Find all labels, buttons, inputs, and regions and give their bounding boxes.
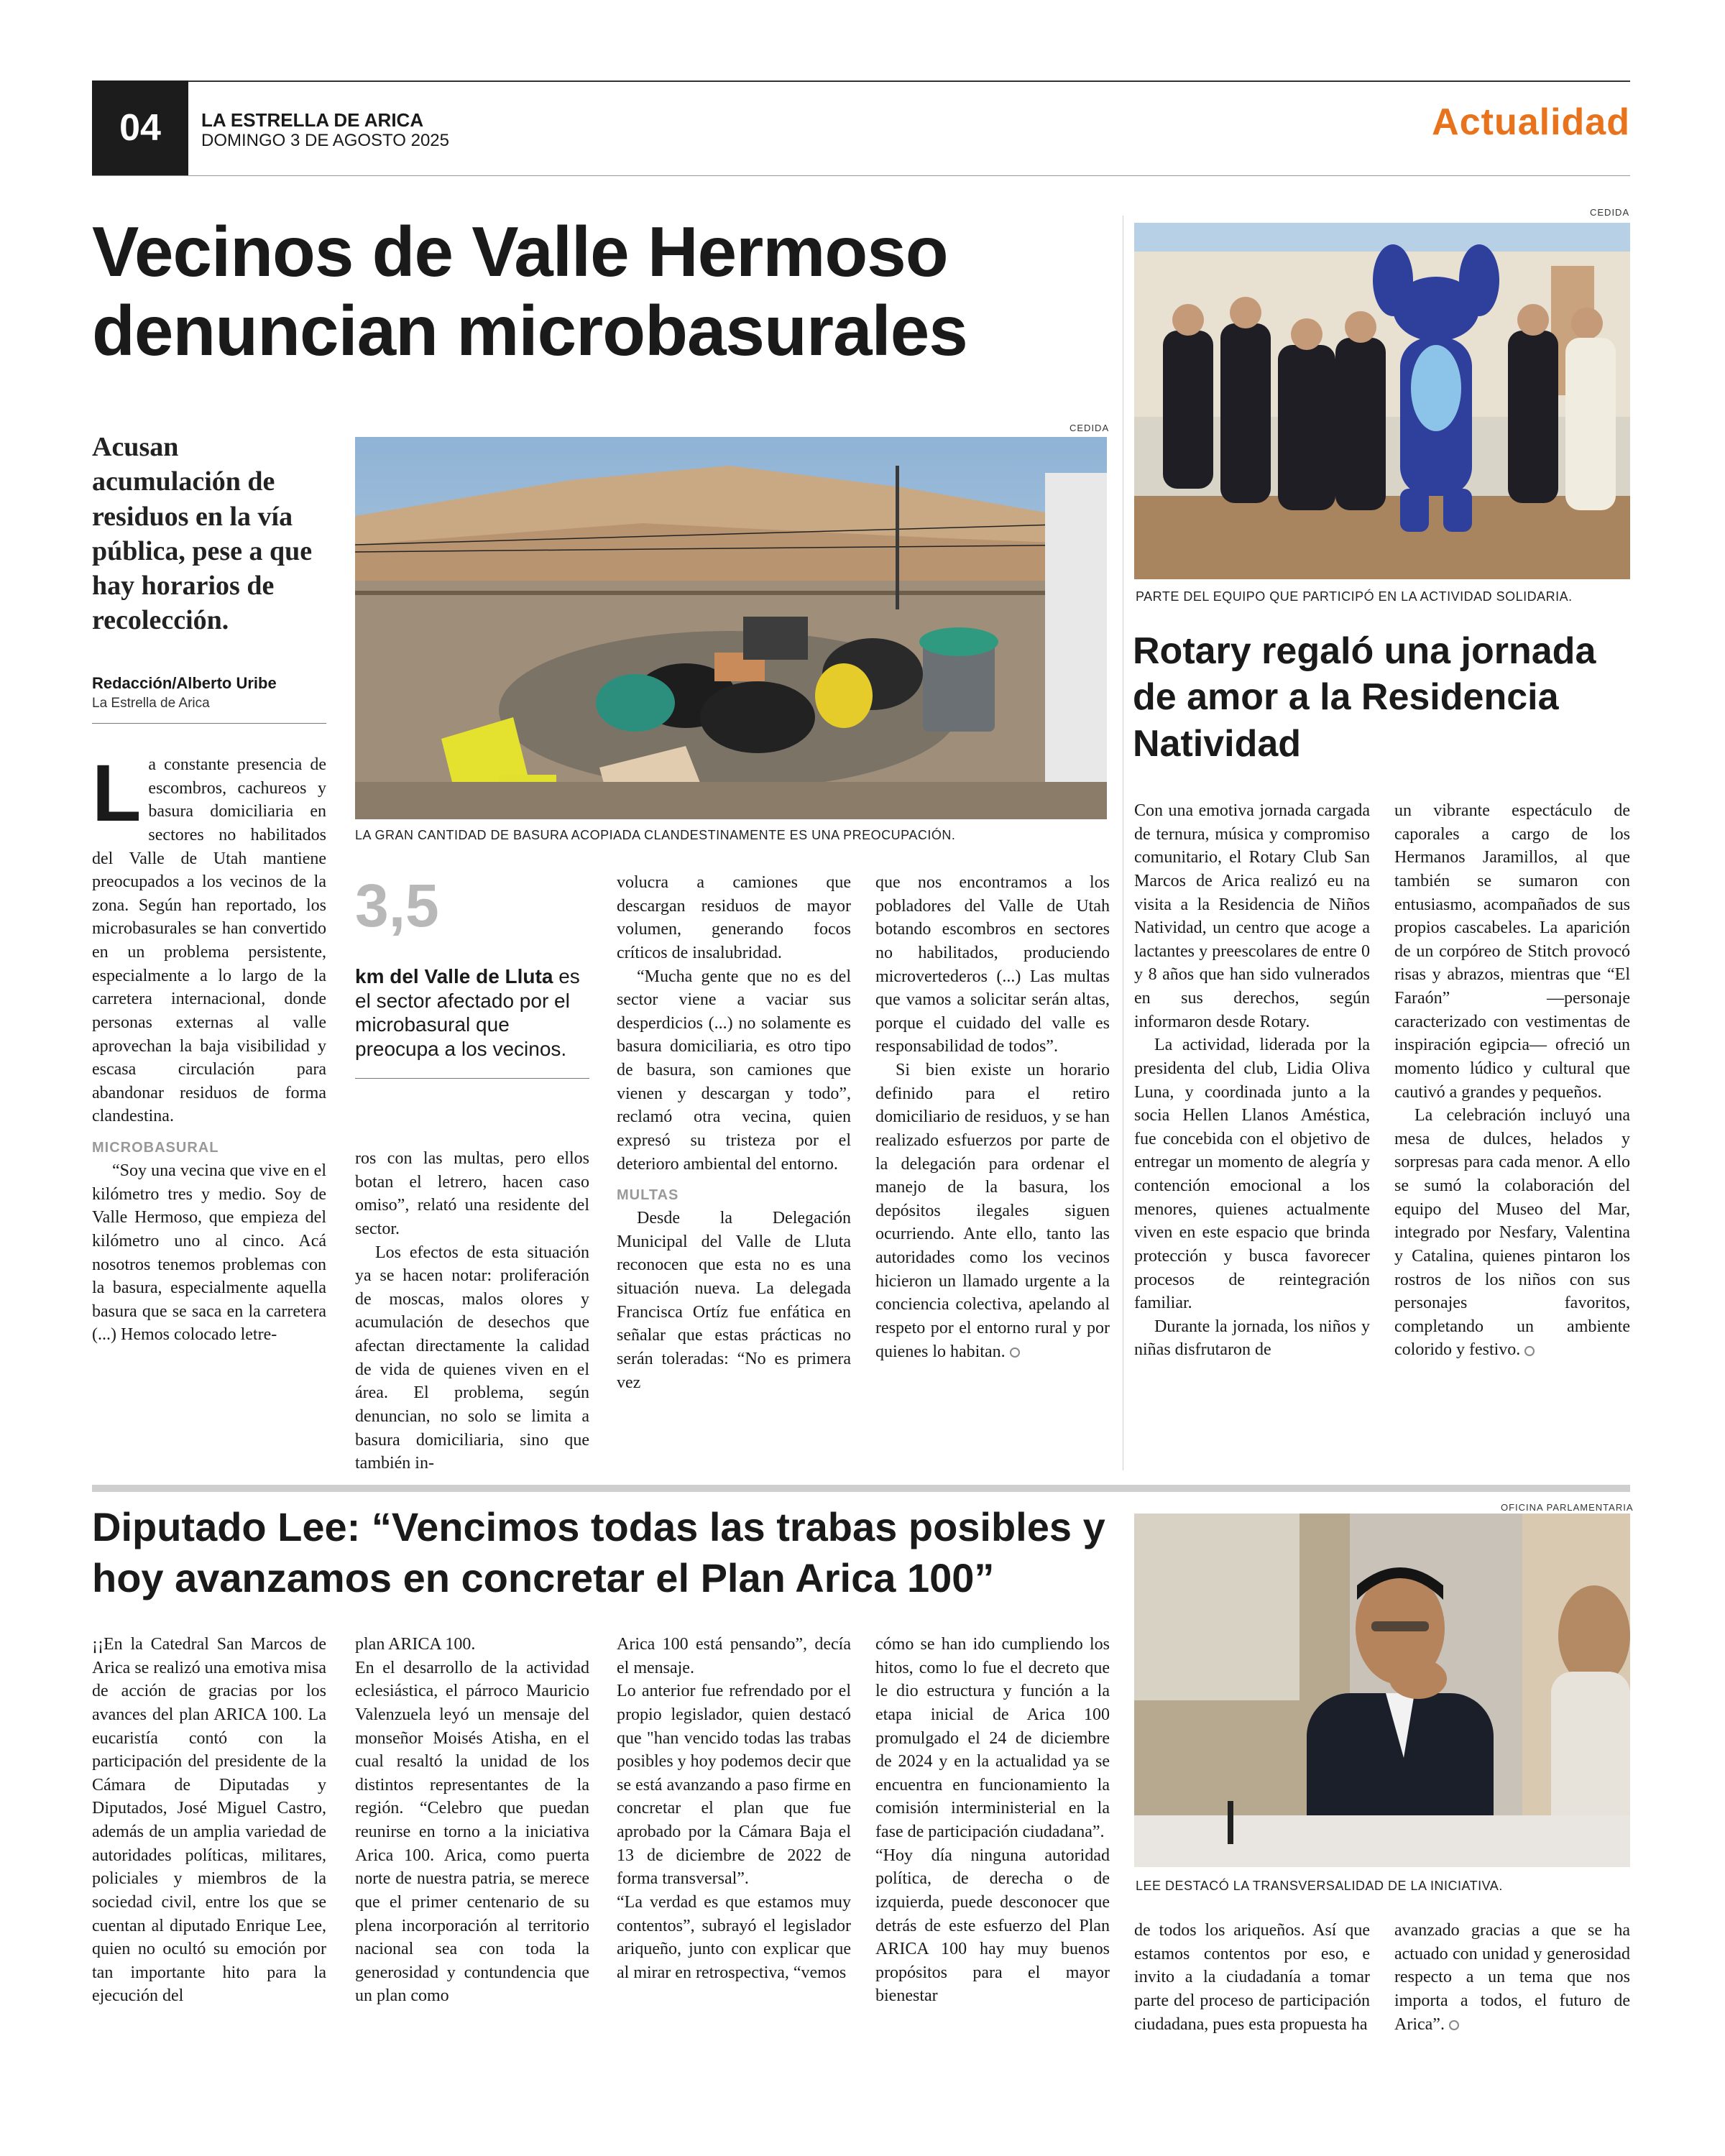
header-bottom-rule: [92, 175, 1630, 176]
lee-paragraph: plan ARICA 100.: [355, 1635, 476, 1654]
main-column-3: [617, 871, 851, 1472]
publication-name: LA ESTRELLA DE ARICA: [201, 109, 424, 131]
end-mark-icon: [1449, 2020, 1459, 2030]
lee-column-5: [1134, 1919, 1370, 2078]
lee-paragraph: “La verdad es que estamos muy contentos”, subrayó el legislador ariqueño, junto con explicar que al mirar en retrospectiva, “vemos: [617, 1892, 851, 1982]
main-paragraph: a constante presencia de escombros, cachureos y basura domiciliaria en sectores no habilitados del Valle de Utah mantiene preocupados a los vecinos de la zona. Según han reportado, los microbasurales se han convertido en un problema persistente, especialmente a lo largo de la carretera internacional, donde personas externas al valle aprovechan la baja visibilidad y escasa circulación para abandonar residuos de forma clandestina.: [92, 755, 326, 1126]
subhead-multas: MULTAS: [617, 1187, 679, 1204]
author-byline: Redacción/Alberto Uribe: [92, 674, 277, 692]
main-column-2: [355, 1147, 589, 1472]
lee-column-1: [92, 1633, 326, 2078]
dropcap: L: [92, 753, 142, 838]
main-paragraph: ros con las multas, pero ellos botan el letrero, hacen caso omiso”, relató una residente del sector.: [355, 1149, 589, 1238]
main-paragraph: que nos encontramos a los pobladores del Valle de Utah botando escombros en sectores no habilitados, produciendo microvertederos (...) Las multas que vamos a solicitar serán altas, porque el cuidado del valle es responsabilidad de todos”.: [875, 873, 1110, 1056]
main-paragraph: “Mucha gente que no es del sector viene a vaciar sus desperdicios (...) no solamente es basura domiciliaria, es otro tipo de basura, son camiones que vienen y descargan y todo”, reclamó otra vecina, quien expresó su tristeza por el deterioro ambiental del entorno.: [617, 967, 851, 1174]
lee-paragraph: [1394, 1919, 1630, 2036]
garbage-photo: [355, 437, 1107, 819]
publication-date: DOMINGO 3 DE AGOSTO 2025: [201, 131, 449, 150]
stat-rest: es el sector afectado por el microbasural que preocupa a los vecinos.: [355, 965, 580, 1060]
garbage-photo-credit: CEDIDA: [1070, 423, 1110, 433]
rotary-photo-credit: CEDIDA: [1590, 207, 1630, 218]
rotary-photo: [1134, 223, 1630, 579]
rotary-column-1: [1134, 799, 1370, 1475]
main-paragraph: volucra a camiones que descargan residuos de mayor volumen, generando focos críticos de insalubridad.: [617, 873, 851, 962]
rotary-headline: Rotary regaló una jornada de amor a la Residencia Natividad: [1133, 630, 1596, 765]
rotary-paragraph: Con una emotiva jornada cargada de ternura, música y compromiso comunitario, el Rotary Club San Marcos de Arica realizó eu na visita a la Residencia de Niños Natividad, un centro que acoge a lactantes y preescolares de entre 0 y 8 años que han sido vulnerados en sus derechos, según informaron desde Rotary.: [1134, 801, 1370, 1031]
page-number: 04: [92, 80, 188, 175]
main-headline: Vecinos de Valle Hermoso denuncian microbasurales: [92, 212, 967, 370]
garbage-photo-caption: LA GRAN CANTIDAD DE BASURA ACOPIADA CLANDESTINAMENTE ES UNA PREOCUPACIÓN.: [355, 828, 956, 842]
lee-photo: [1134, 1514, 1630, 1867]
lee-paragraph: ¡¡En la Catedral San Marcos de Arica se realizó una emotiva misa de acción de gracias por los avances del plan ARICA 100. La eucaristía contó con la participación del presidente de la Cámara de Diputadas y Diputados, José Miguel Castro, además de un amplia variedad de autoridades políticas, militares, policiales y miembros de la sociedad civil, entre los que se cuentan al diputado Enrique Lee, quien no ocultó su emoción por tan importante hito para la ejecución del: [92, 1635, 326, 2006]
main-lead: Acusan acumulación de residuos en la vía pública, pese a que hay horarios de recolección.: [92, 432, 313, 636]
lee-column-4: [875, 1633, 1110, 2078]
lee-paragraph: “Hoy día ninguna autoridad política, de derecha o de izquierda, puede desconocer que detrás de este esfuerzo del Plan ARICA 100 hay muy buenos propósitos para el mayor bienestar: [875, 1846, 1110, 2006]
header-top-rule: [92, 80, 1630, 82]
lee-column-6: [1394, 1919, 1630, 2078]
lee-paragraph: Lo anterior fue refrendado por el propio legislador, quien destacó que "han vencido todas las trabas posibles y hoy podemos decir que se está avanzando a paso firme en concretar el plan que fue aprobado por la Cámara Baja el 13 de diciembre de 2022 de forma transversal”.: [617, 1682, 851, 1889]
lee-paragraph: de todos los ariqueños. Así que estamos contentos por eso, e invito a la ciudadanía a tomar parte del proceso de participación ciudadana, pues esta propuesta ha: [1134, 1921, 1370, 2034]
stat-bold: km del Valle de Lluta: [355, 965, 553, 987]
lee-column-3: [617, 1633, 851, 2078]
subhead-microbasural: MICROBASURAL: [92, 1140, 219, 1156]
end-mark-icon: [1524, 1346, 1535, 1356]
bottom-headline: Diputado Lee: “Vencimos todas las trabas posibles y hoy avanzamos en concretar el Plan Arica 100”: [92, 1504, 1105, 1600]
end-mark-icon: [1010, 1348, 1020, 1358]
rotary-paragraph: [1394, 1104, 1630, 1362]
author-organization: La Estrella de Arica: [92, 696, 210, 711]
stat-text: [355, 964, 589, 1061]
lee-paragraph: cómo se han ido cumpliendo los hitos, como lo fue el decreto que le dio estructura y función a la etapa inicial de Arica 100 promulgado el 24 de diciembre de 2024 y en la actualidad ya se encuentra en funcionamiento la comisión interministerial en la fase de participación ciudadana”.: [875, 1635, 1110, 1841]
rotary-paragraph: La actividad, liderada por la presidenta del club, Lidia Oliva Luna, y coordinada junto a la socia Hellen Llanos Améstica, fue concebida con el objetivo de entregar un momento de alegría y contención emocional a los menores, quienes actualmente viven en este espacio que brinda protección y busca favorecer procesos de reintegración familiar.: [1134, 1036, 1370, 1313]
lee-photo-credit: OFICINA PARLAMENTARIA: [1501, 1502, 1634, 1513]
lee-column-2: [355, 1633, 589, 2078]
section-divider: [92, 1485, 1630, 1492]
section-label: Actualidad: [1432, 101, 1630, 143]
rotary-paragraph: un vibrante espectáculo de caporales a cargo de los Hermanos Jaramillos, al que también se sumaron con entusiasmo, acompañados de sus propios cascabeles. La aparición de un corpóreo de Stitch provocó risas y abrazos, mientras que “El Faraón” —personaje caracterizado con vestimentas de inspiración egipcia— ofreció un momento lúdico y cultural que cautivó a grandes y pequeños.: [1394, 801, 1630, 1102]
main-paragraph: Los efectos de esta situación ya se hacen notar: proliferación de moscas, malos olores y acumulación de desechos que afectan directamente la calidad de vida de quienes viven en el área. El problema, según denuncian, no solo se limita a basura domiciliaria, sino que también in-: [355, 1243, 589, 1472]
lee-photo-caption: LEE DESTACÓ LA TRANSVERSALIDAD DE LA INICIATIVA.: [1136, 1879, 1503, 1893]
byline-rule: [92, 723, 326, 724]
main-paragraph-text: Si bien existe un horario definido para el retiro domiciliario de residuos, y se han realizado esfuerzos por parte de la delegación para ordenar el manejo de la basura, los depósitos ilegales siguen ocurriendo. Ante ello, tanto las autoridades como los vecinos hicieron un llamado urgente a la conciencia colectiva, apelando al respeto por el entorno rural y por quienes lo habitan.: [875, 1061, 1110, 1361]
main-paragraph: [875, 1059, 1110, 1363]
main-paragraph: Desde la Delegación Municipal del Valle de Lluta reconocen que esta no es una situación nueva. La delegada Francisca Ortíz fue enfática en señalar que estas prácticas no serán toleradas: “No es primera vez: [617, 1209, 851, 1392]
lee-paragraph-text: avanzado gracias a que se ha actuado con unidad y generosidad respecto a un tema que nos importa a todos, el futuro de Arica”.: [1394, 1921, 1630, 2034]
rotary-paragraph-text: La celebración incluyó una mesa de dulces, helados y sorpresas para cada menor. A ello se sumó la colaboración del equipo del Museo del Mar, integrado por Nesfary, Valentina y Catalina, quienes pintaron los rostros de los niños con sus personajes favoritos, completando un ambiente colorido y festivo.: [1394, 1106, 1630, 1360]
main-column-4: [875, 871, 1110, 1472]
main-column-1: [92, 753, 326, 1472]
stat-rule: [355, 1078, 589, 1079]
rotary-paragraph: Durante la jornada, los niños y niñas disfrutaron de: [1134, 1317, 1370, 1360]
lee-paragraph: Arica 100 está pensando”, decía el mensaje.: [617, 1635, 851, 1677]
rotary-column-2: [1394, 799, 1630, 1475]
rotary-photo-caption: PARTE DEL EQUIPO QUE PARTICIPÓ EN LA ACTIVIDAD SOLIDARIA.: [1136, 589, 1573, 604]
lee-paragraph: En el desarrollo de la actividad eclesiástica, el párroco Mauricio Valenzuela leyó un mensaje del monseñor Moisés Atisha, en el cual resaltó la unidad de los distintos representantes de la región. “Celebro que puedan reunirse en torno a la iniciativa Arica 100. Arica, como puerta norte de nuestra patria, se merece que el primer centenario de su plena incorporación al territorio nacional sea con toda la generosidad y contundencia que un plan como: [355, 1658, 589, 2006]
stat-number: 3,5: [355, 872, 439, 939]
main-paragraph: “Soy una vecina que vive en el kilómetro tres y medio. Soy de Valle Hermoso, que empieza del kilómetro uno al cinco. Acá nosotros tenemos problemas con la basura, especialmente aquella basura que se saca en la carretera (...) Hemos colocado letre-: [92, 1161, 326, 1345]
